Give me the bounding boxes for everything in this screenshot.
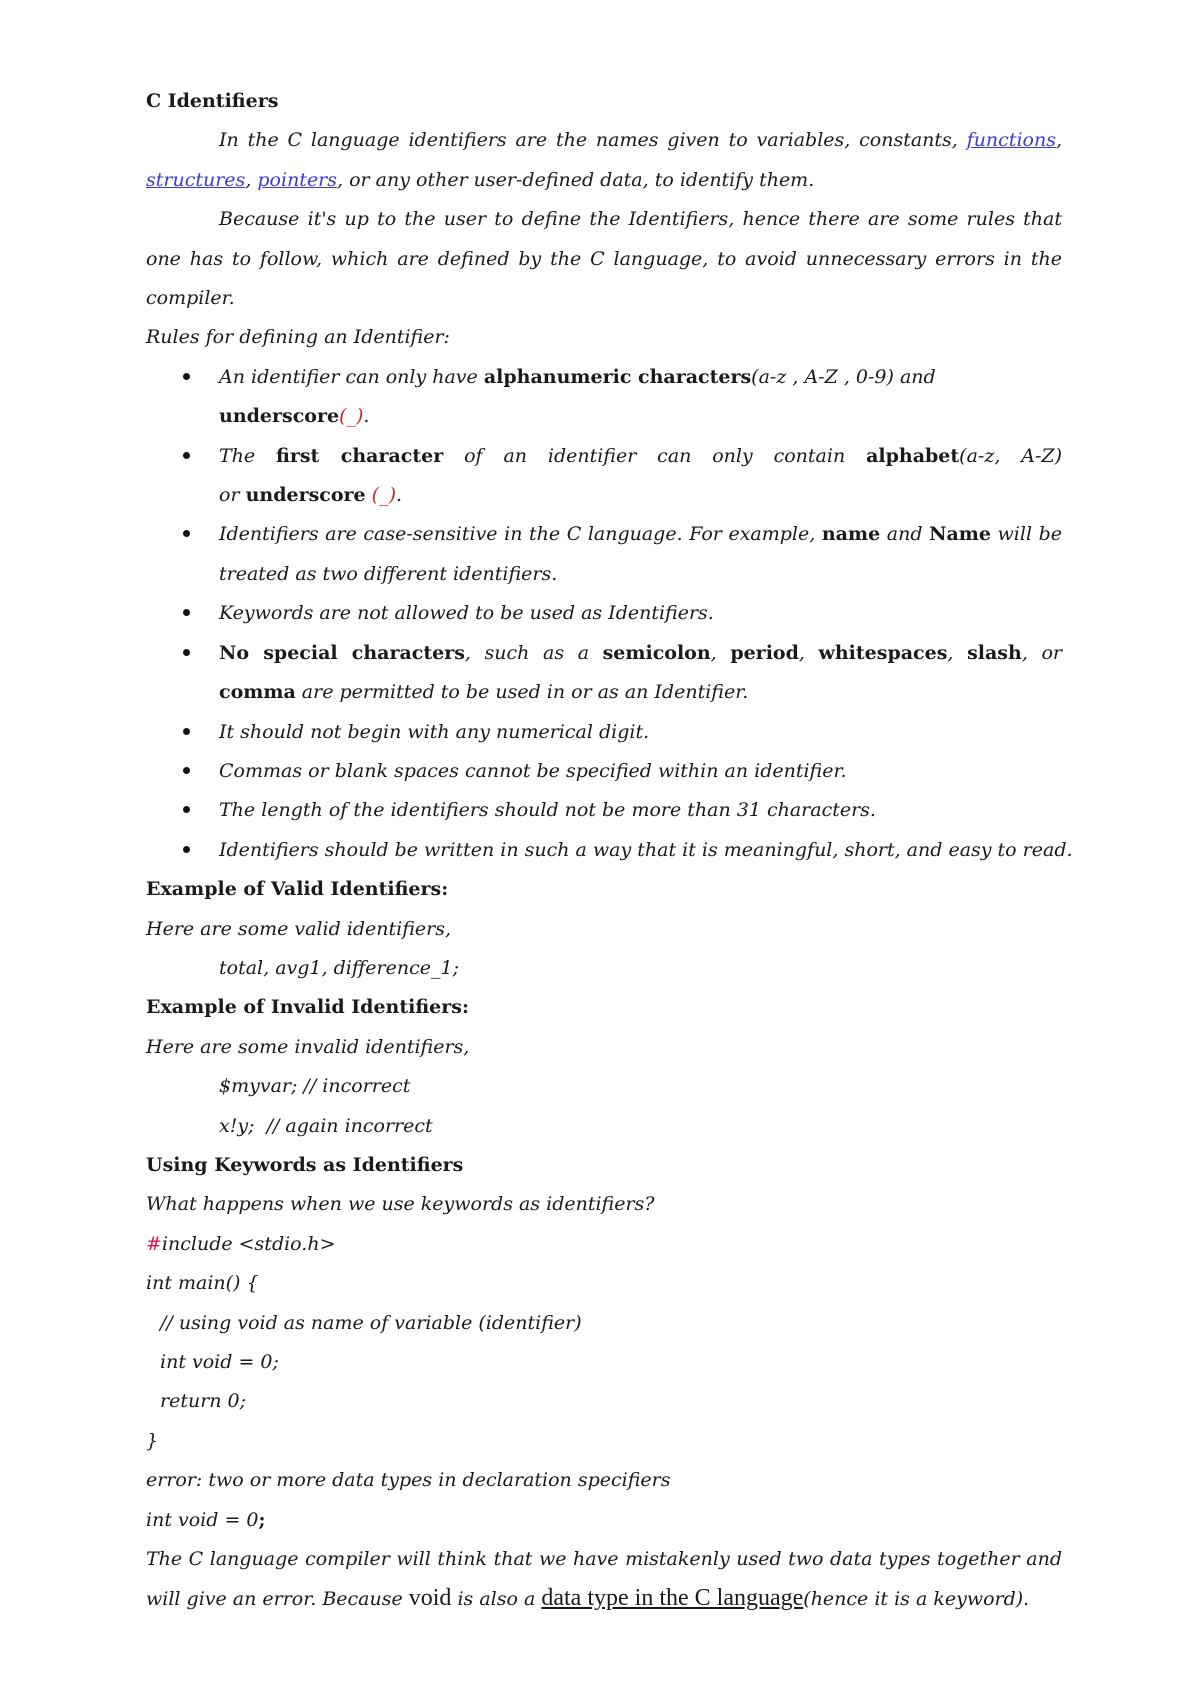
code-line-main: int main() { — [146, 1272, 259, 1295]
bullet-icon — [183, 373, 190, 380]
error-line: int void = 0; — [146, 1508, 266, 1531]
list-item: No special characters, such as a semicolon, period, whitespaces, slash, or comma are permitted to be used in or as an Identifier. — [146, 634, 1062, 713]
valid-example: total, avg1, difference_1; — [219, 956, 459, 979]
bullet-icon — [183, 767, 190, 774]
link-functions[interactable]: functions — [966, 129, 1056, 152]
valid-intro: Here are some valid identifiers, — [146, 917, 452, 940]
code-sample — [146, 1225, 1062, 1461]
document-body — [146, 82, 1073, 1620]
code-line-declaration: int void = 0; — [160, 1351, 279, 1373]
void-keyword: void — [408, 1585, 452, 1612]
rules-motivation-paragraph: Because it's up to the user to define the Identifiers, hence there are some rules that one has to follow, which are defined by the C language, to avoid unnecessary errors in the compiler. — [146, 208, 1062, 310]
bullet-icon — [183, 649, 190, 656]
bullet-icon — [183, 452, 190, 459]
bullet-icon — [183, 806, 190, 813]
code-line-comment: // using void as name of variable (identifier) — [160, 1311, 582, 1334]
bullet-icon — [183, 609, 190, 616]
bullet-icon — [183, 728, 190, 735]
valid-heading: Example of Valid Identifiers: — [146, 878, 449, 901]
code-line-close: } — [146, 1429, 159, 1452]
explanation-paragraph: The C language compiler will think that we have mistakenly used two data types together and will give an error. Because void is also a data type in the C language(hence it is a keyword). — [146, 1548, 1062, 1612]
intro-paragraph: In the C language identifiers are the names given to variables, constants, functions, structures, pointers, or any other user-defined data, to identify them. — [146, 129, 1062, 191]
keywords-question: What happens when we use keywords as identifiers? — [146, 1193, 655, 1216]
invalid-example-1: $myvar; // incorrect — [219, 1075, 411, 1098]
rules-heading: Rules for defining an Identifier: — [146, 326, 450, 349]
invalid-heading: Example of Invalid Identifiers: — [146, 996, 469, 1019]
code-line-return: return 0; — [160, 1390, 247, 1413]
list-item: Keywords are not allowed to be used as Identifiers. — [146, 594, 1062, 633]
list-item: The first character of an identifier can only contain alphabet(a-z, A-Z) or underscore (_). — [146, 437, 1062, 516]
list-item: The length of the identifiers should not be more than 31 characters. — [146, 791, 1062, 830]
link-pointers[interactable]: pointers — [257, 168, 338, 191]
list-item: Identifiers are case-sensitive in the C language. For example, name and Name will be treated as two different identifiers. — [146, 515, 1062, 594]
list-item: An identifier can only have alphanumeric characters(a-z , A-Z , 0-9) and underscore(_). — [146, 358, 1062, 437]
list-item: Identifiers should be written in such a way that it is meaningful, short, and easy to read. — [146, 831, 1062, 870]
error-message: error: two or more data types in declaration specifiers — [146, 1469, 671, 1492]
link-structures[interactable]: structures — [146, 168, 246, 191]
list-item: Commas or blank spaces cannot be specified within an identifier. — [146, 752, 1062, 791]
invalid-example-2: x!y; // again incorrect — [219, 1114, 433, 1137]
bullet-icon — [183, 530, 190, 537]
code-line-include: #include <stdio.h> — [146, 1232, 336, 1255]
invalid-intro: Here are some invalid identifiers, — [146, 1035, 470, 1058]
data-type-link[interactable]: data type in the C language — [541, 1585, 804, 1612]
rules-list — [146, 358, 1073, 870]
page-title: C Identifiers — [146, 90, 279, 112]
keywords-heading: Using Keywords as Identifiers — [146, 1153, 464, 1176]
bullet-icon — [183, 846, 190, 853]
list-item: It should not begin with any numerical digit. — [146, 713, 1062, 752]
